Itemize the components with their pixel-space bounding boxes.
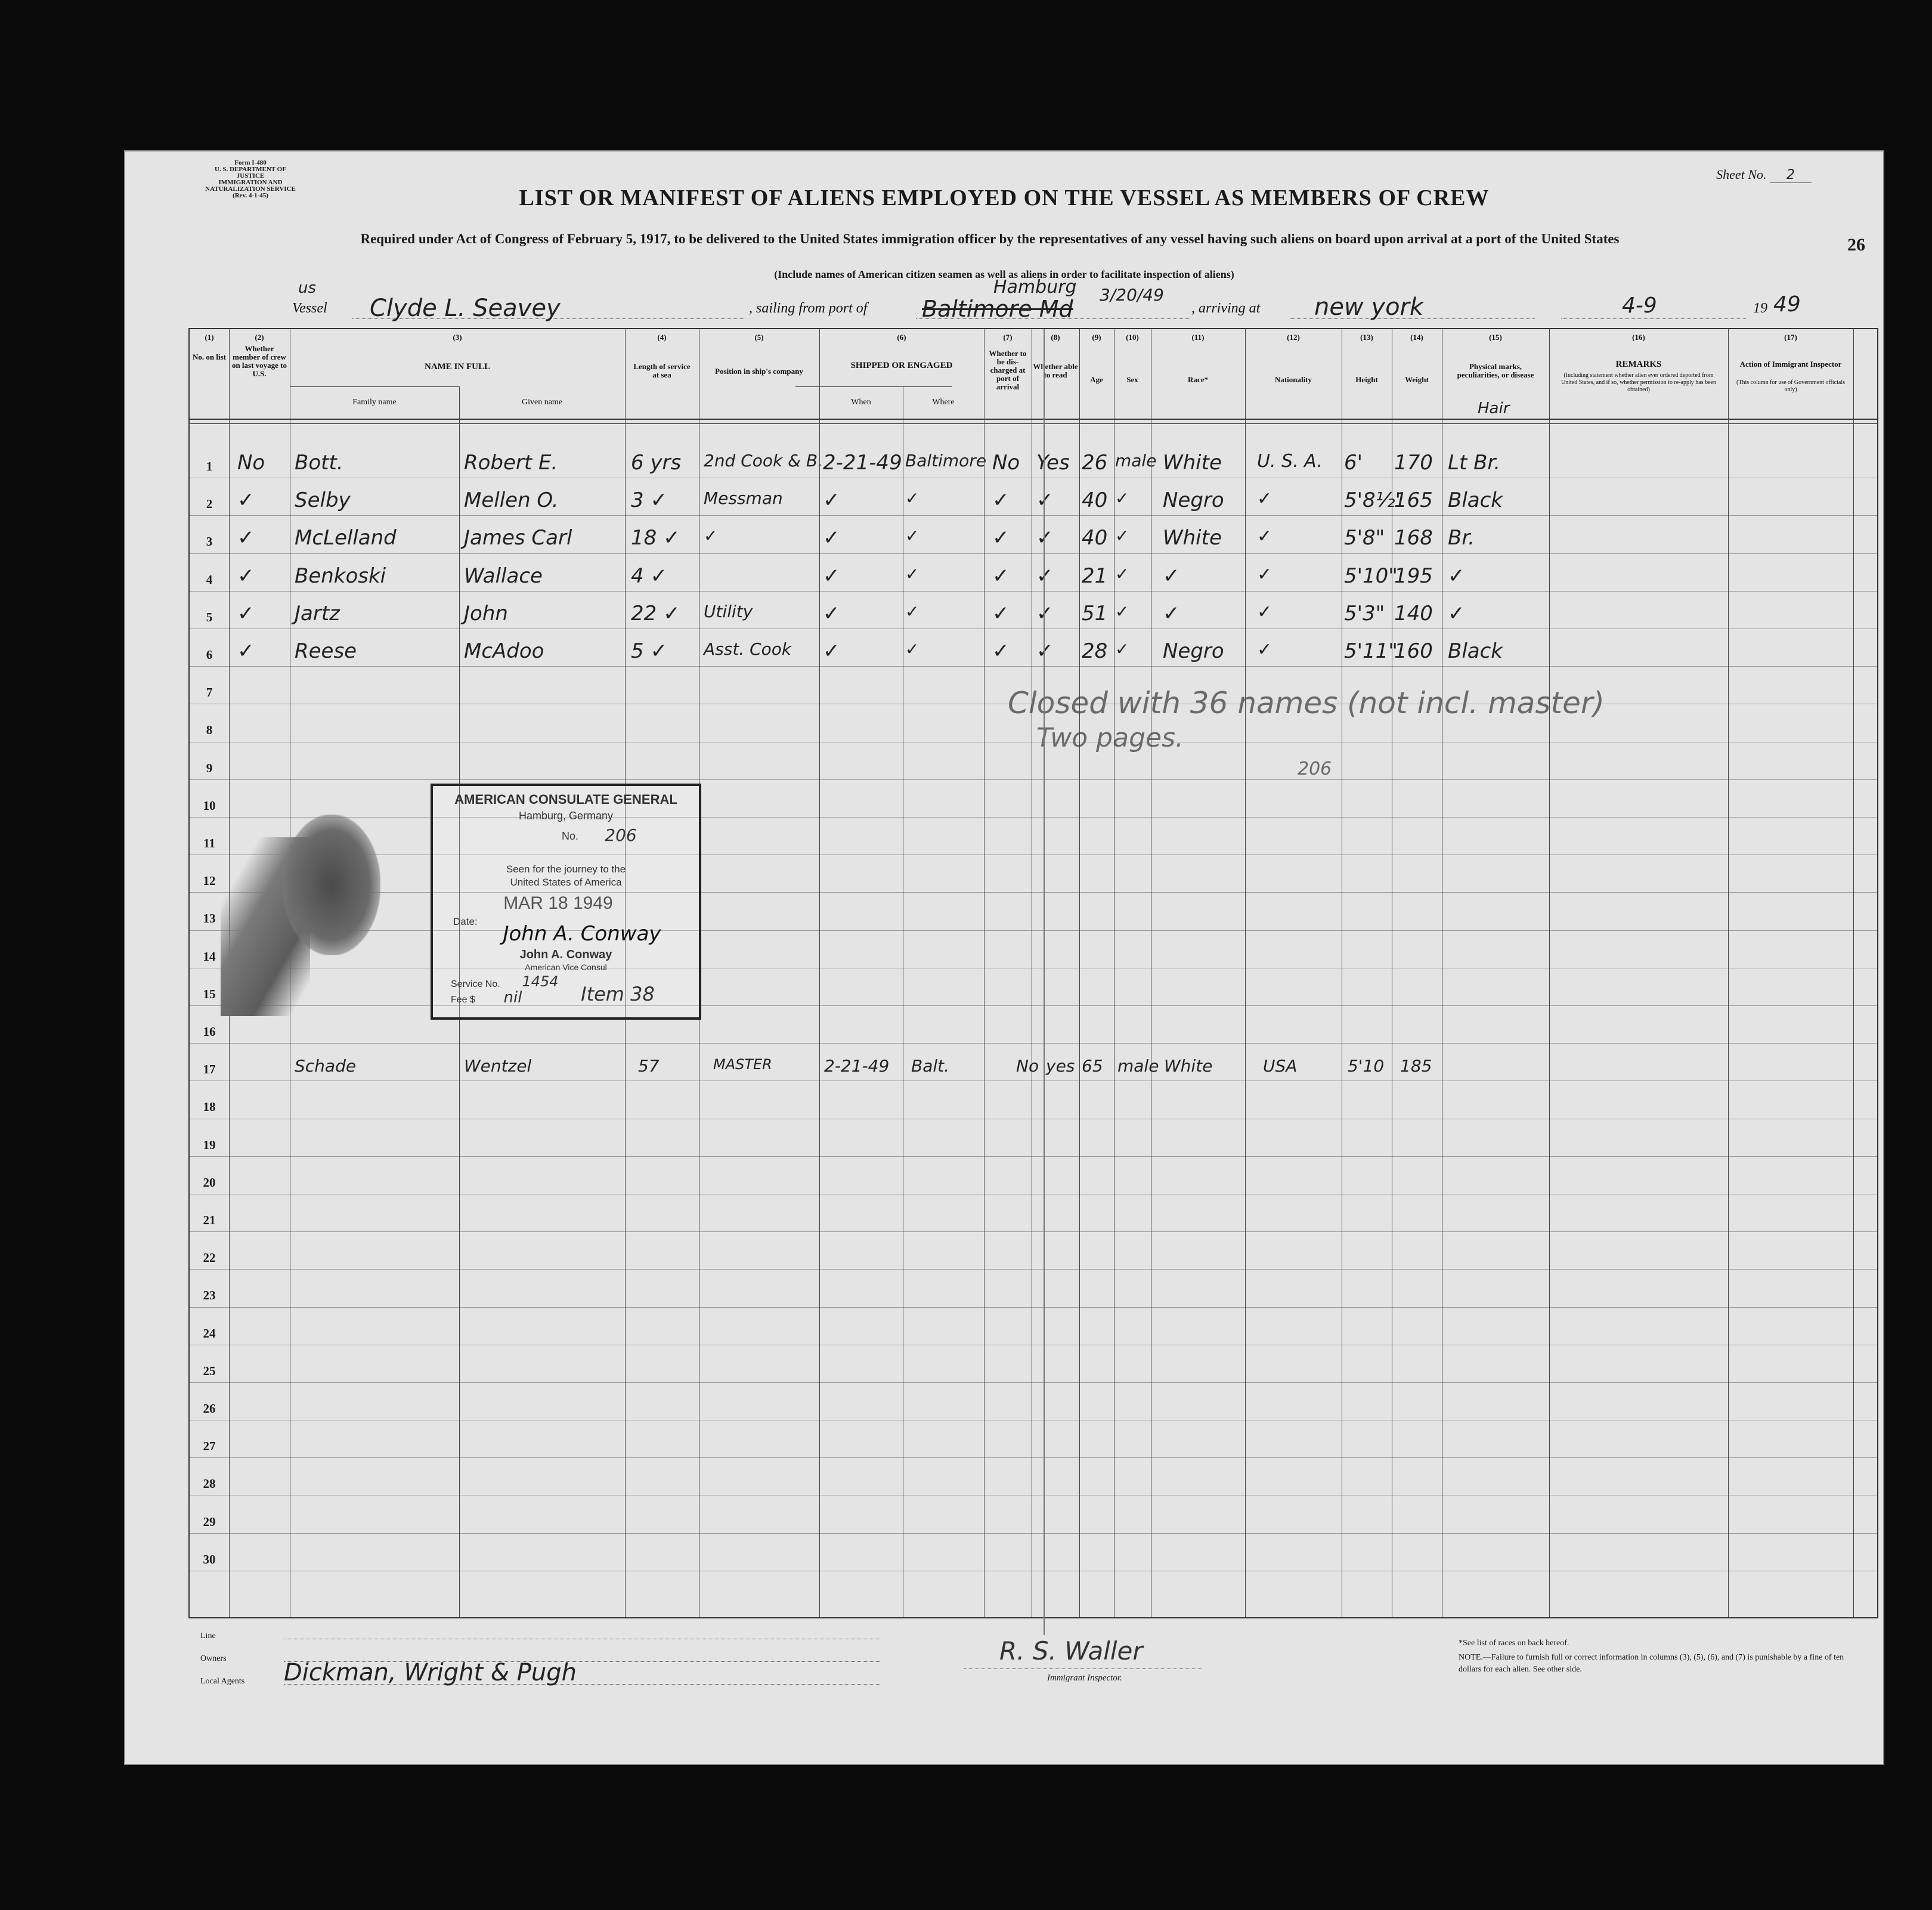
crew-height: 5'8½" xyxy=(1344,488,1405,513)
crew-age: 40 xyxy=(1082,526,1108,550)
row-number: 29 xyxy=(203,1514,216,1529)
col-header-last-voyage: Whether member of crew on last voyage to U.S. xyxy=(231,344,287,378)
stamp-fee-label: Fee $ xyxy=(451,995,475,1005)
row-number: 15 xyxy=(203,986,216,1001)
col-16-number: (16) xyxy=(1632,333,1645,342)
col-header-length-of-service: Length of service at sea xyxy=(633,362,691,379)
col-2-number: (2) xyxy=(255,333,264,342)
crew-race: White xyxy=(1163,451,1222,475)
row-number: 27 xyxy=(203,1439,216,1454)
crew-read: ✓ xyxy=(1036,564,1054,588)
row-number: 25 xyxy=(203,1363,216,1378)
inspector-signature: R. S. Waller xyxy=(999,1636,1143,1666)
crew-read: Yes xyxy=(1036,451,1070,475)
vessel-prefix: us xyxy=(298,279,317,297)
crew-position: 2nd Cook & B. xyxy=(704,451,823,470)
pencil-number: 206 xyxy=(1298,759,1332,779)
crew-sex: ✓ xyxy=(1115,639,1129,659)
master-age: 65 xyxy=(1082,1056,1103,1076)
crew-service: 3 ✓ xyxy=(631,488,667,513)
include-note: (Include names of American citizen seamen as well as aliens in order to facilitate inspection of aliens) xyxy=(774,268,1234,280)
stamp-service-value: 1454 xyxy=(522,973,559,990)
col-header-shipped-or-engaged: SHIPPED OR ENGAGED xyxy=(850,361,953,370)
page-number: 26 xyxy=(1847,235,1865,255)
col-header-hair: Hair xyxy=(1478,400,1510,417)
crew-when: ✓ xyxy=(823,526,840,550)
sheet-number-label: Sheet No. xyxy=(1716,167,1767,182)
col-header-race: Race* xyxy=(1188,375,1208,384)
crew-race: ✓ xyxy=(1163,564,1180,588)
col-header-given-name: Given name xyxy=(521,398,563,407)
crew-age: 51 xyxy=(1082,601,1108,626)
crew-given: Wallace xyxy=(464,564,543,588)
crew-position: Asst. Cook xyxy=(704,639,792,659)
crew-age: 40 xyxy=(1082,488,1108,513)
col-8-number: (8) xyxy=(1051,333,1060,342)
sheet-number-value: 2 xyxy=(1770,168,1812,183)
stamp-date: MAR 18 1949 xyxy=(503,893,613,913)
department-name: U. S. DEPARTMENT OF JUSTICE xyxy=(215,166,286,179)
failure-note: NOTE.—Failure to furnish full or correct information in columns (3), (5), (6), and (7) is punishable by a fine of ten dollars for each alien. See other side. xyxy=(1459,1653,1844,1674)
crew-marks: Black xyxy=(1448,639,1503,663)
col-header-height: Height xyxy=(1355,375,1378,384)
crew-age: 28 xyxy=(1082,639,1108,663)
crew-family: Bott. xyxy=(295,451,343,475)
col-header-inspector-note: (This column for use of Government officials only) xyxy=(1736,379,1845,393)
crew-weight: 195 xyxy=(1394,564,1433,588)
crew-marks: Black xyxy=(1448,488,1503,513)
crew-last-voyage: ✓ xyxy=(237,564,255,588)
closing-note-line-2: Two pages. xyxy=(1036,723,1184,753)
row-number: 24 xyxy=(203,1326,216,1341)
col-header-age: Age xyxy=(1090,375,1103,384)
crew-last-voyage: ✓ xyxy=(237,601,255,626)
crew-height: 5'11" xyxy=(1344,639,1398,663)
manifest-footer xyxy=(188,1618,1876,1762)
crew-when: ✓ xyxy=(823,564,840,588)
col-6-number: (6) xyxy=(897,333,906,342)
service-name: IMMIGRATION AND NATURALIZATION SERVICE xyxy=(205,179,296,193)
crew-nationality: ✓ xyxy=(1257,639,1272,660)
row-number: 11 xyxy=(203,836,215,850)
crew-height: 5'8" xyxy=(1344,526,1385,550)
crew-nationality: ✓ xyxy=(1257,564,1272,585)
crew-weight: 170 xyxy=(1394,451,1433,475)
col-header-weight: Weight xyxy=(1405,375,1429,384)
col-header-no-on-list: No. on list xyxy=(193,352,226,361)
col-9-number: (9) xyxy=(1092,333,1101,342)
row-number: 7 xyxy=(206,685,213,700)
arriving-port: new york xyxy=(1314,293,1424,321)
crew-height: 5'10" xyxy=(1344,564,1398,588)
sailing-date: 3/20/49 xyxy=(1100,285,1164,305)
row-number: 10 xyxy=(203,798,216,813)
crew-read: ✓ xyxy=(1036,639,1054,663)
stamp-signer: John A. Conway xyxy=(519,948,612,961)
crew-read: ✓ xyxy=(1036,488,1054,513)
crew-given: McAdoo xyxy=(464,639,544,663)
closing-note-line-1: Closed with 36 names (not incl. master) xyxy=(1008,686,1605,720)
crew-discharged: ✓ xyxy=(992,601,1010,626)
crew-height: 5'3" xyxy=(1344,601,1385,626)
crew-sex: ✓ xyxy=(1115,601,1129,621)
sailing-port: Hamburg xyxy=(993,277,1077,298)
crew-nationality: ✓ xyxy=(1257,526,1272,547)
crew-discharged: ✓ xyxy=(992,526,1010,550)
stamp-seen-line-1: Seen for the journey to the xyxy=(506,863,626,875)
crew-discharged: ✓ xyxy=(992,639,1010,663)
crew-sex: ✓ xyxy=(1115,564,1129,584)
crew-discharged: No xyxy=(992,451,1020,475)
master-family: Schade xyxy=(295,1056,357,1076)
manifest-sheet xyxy=(124,150,1884,1765)
row-number: 2 xyxy=(206,497,213,512)
stamp-fee-value: nil xyxy=(503,989,522,1007)
crew-race: White xyxy=(1163,526,1222,550)
sailing-port-struck: Baltimore Md xyxy=(922,296,1073,322)
crew-height: 6' xyxy=(1344,451,1363,475)
row-number: 6 xyxy=(206,648,213,662)
row-number: 19 xyxy=(203,1137,216,1152)
col-header-physical-marks: Physical marks, peculiarities, or disease xyxy=(1457,362,1534,379)
line-label: Line xyxy=(200,1632,216,1640)
vessel-label: Vessel xyxy=(292,301,327,316)
crew-discharged: ✓ xyxy=(992,564,1010,588)
vessel-name: Clyde L. Seavey xyxy=(370,295,561,322)
master-sex: male xyxy=(1117,1056,1159,1076)
crew-position: Messman xyxy=(704,488,783,509)
crew-race: Negro xyxy=(1163,639,1224,663)
stamp-date-label: Date: xyxy=(453,916,478,927)
crew-age: 21 xyxy=(1082,564,1108,588)
crew-family: McLelland xyxy=(295,526,397,550)
master-service: 57 xyxy=(638,1056,660,1076)
crew-service: 5 ✓ xyxy=(631,639,667,663)
crew-sex: ✓ xyxy=(1115,526,1129,546)
crew-sex: male xyxy=(1115,451,1157,470)
col-5-number: (5) xyxy=(754,333,764,342)
row-number: 3 xyxy=(206,534,213,549)
master-when: 2-21-49 xyxy=(824,1056,890,1076)
row-number: 30 xyxy=(203,1552,216,1567)
crew-nationality: ✓ xyxy=(1257,488,1272,510)
crew-where: Baltimore xyxy=(905,451,987,470)
col-7-number: (7) xyxy=(1003,333,1013,342)
crew-where: ✓ xyxy=(905,639,919,659)
col-header-nationality: Nationality xyxy=(1274,375,1312,384)
col-12-number: (12) xyxy=(1287,333,1300,342)
crew-nationality: ✓ xyxy=(1257,601,1272,623)
row-number: 4 xyxy=(206,572,213,587)
crew-when: ✓ xyxy=(823,601,840,626)
col-header-when: When xyxy=(851,398,871,407)
row-number: 1 xyxy=(206,459,213,473)
col-header-remarks-note: (Including statement whether alien ever ordered deported from United States, and if so, whether permission to re-apply has been obtained) xyxy=(1561,372,1716,393)
crew-service: 4 ✓ xyxy=(631,564,667,588)
master-race: White xyxy=(1164,1056,1213,1076)
row-number: 16 xyxy=(203,1024,216,1039)
arrival-year-prefix: 19 xyxy=(1753,301,1767,316)
arriving-label: , arriving at xyxy=(1191,301,1261,316)
crew-marks: Br. xyxy=(1448,526,1475,550)
master-weight: 185 xyxy=(1400,1056,1432,1076)
stamp-signer-title: American Vice Consul xyxy=(525,962,607,972)
row-number: 21 xyxy=(203,1213,216,1227)
crew-last-voyage: ✓ xyxy=(237,639,255,663)
crew-service: 6 yrs xyxy=(631,451,682,475)
col-10-number: (10) xyxy=(1126,333,1139,342)
col-header-sex: Sex xyxy=(1126,375,1138,384)
crew-race: ✓ xyxy=(1163,601,1180,626)
row-number: 17 xyxy=(203,1062,216,1077)
crew-family: Benkoski xyxy=(295,564,386,588)
col-header-family-name: Family name xyxy=(352,398,397,407)
col-header-name-in-full: NAME IN FULL xyxy=(424,362,490,372)
crew-family: Jartz xyxy=(295,601,340,626)
master-height: 5'10 xyxy=(1348,1056,1385,1076)
row-number: 9 xyxy=(206,760,213,775)
crew-weight: 168 xyxy=(1394,526,1433,550)
col-header-position: Position in ship's company xyxy=(715,367,803,376)
row-number: 13 xyxy=(203,911,216,926)
stamp-city: Hamburg, Germany xyxy=(518,810,614,822)
stamp-no-value: 206 xyxy=(605,825,637,845)
master-discharged: No xyxy=(1016,1056,1039,1076)
crew-weight: 160 xyxy=(1394,639,1433,663)
embossed-seal xyxy=(283,815,380,955)
crew-where: ✓ xyxy=(905,526,919,546)
crew-last-voyage: ✓ xyxy=(237,488,255,513)
crew-last-voyage: ✓ xyxy=(237,526,255,550)
col-header-discharged: Whether to be dis-charged at port of arrival xyxy=(989,349,1027,391)
requirement-text: Required under Act of Congress of February 5, 1917, to be delivered to the United States immigration officer by the representatives of any vessel having such aliens on board upon arrival at a port of the United States xyxy=(360,231,1620,246)
crew-family: Selby xyxy=(295,488,351,513)
master-position: MASTER xyxy=(713,1056,772,1073)
stamp-service-label: Service No. xyxy=(451,979,500,989)
crew-when: ✓ xyxy=(823,488,840,513)
row-number: 23 xyxy=(203,1288,216,1303)
crew-when: 2-21-49 xyxy=(823,451,902,475)
row-number: 14 xyxy=(203,949,216,964)
owners-label: Owners xyxy=(200,1654,227,1663)
crew-marks: ✓ xyxy=(1448,601,1465,626)
col-header-where: Where xyxy=(932,398,955,407)
stamp-item: Item 38 xyxy=(581,983,655,1005)
crew-given: Mellen O. xyxy=(464,488,559,513)
crew-marks: Lt Br. xyxy=(1448,451,1501,475)
stamp-signature: John A. Conway xyxy=(503,922,661,946)
arrival-date: 4-9 xyxy=(1622,293,1657,318)
pencil-stroke xyxy=(1044,329,1045,1635)
stamp-title: AMERICAN CONSULATE GENERAL xyxy=(454,792,677,807)
row-number: 20 xyxy=(203,1175,216,1190)
stamp-seen-line-2: United States of America xyxy=(510,877,622,888)
races-note: *See list of races on back hereof. xyxy=(1459,1639,1569,1648)
col-3-number: (3) xyxy=(453,333,462,342)
inspector-label: Immigrant Inspector. xyxy=(1047,1673,1122,1683)
row-number: 5 xyxy=(206,609,213,624)
local-agents-label: Local Agents xyxy=(200,1677,245,1686)
crew-given: James Carl xyxy=(464,526,572,550)
consulate-stamp xyxy=(431,784,701,1020)
crew-read: ✓ xyxy=(1036,601,1054,626)
crew-family: Reese xyxy=(295,639,357,663)
col-4-number: (4) xyxy=(657,333,667,342)
row-number: 18 xyxy=(203,1100,216,1115)
crew-race: Negro xyxy=(1163,488,1224,513)
crew-discharged: ✓ xyxy=(992,488,1010,513)
crew-where: ✓ xyxy=(905,488,919,509)
vessel-line xyxy=(125,277,1883,323)
crew-where: ✓ xyxy=(905,564,919,584)
col-header-inspector-action: Action of Immigrant Inspector xyxy=(1739,360,1842,369)
master-given: Wentzel xyxy=(464,1056,532,1076)
crew-service: 22 ✓ xyxy=(631,601,680,626)
crew-age: 26 xyxy=(1082,451,1108,475)
col-header-remarks: REMARKS xyxy=(1615,360,1662,369)
form-number: Form I-480 xyxy=(234,159,267,166)
col-17-number: (17) xyxy=(1784,333,1797,342)
col-13-number: (13) xyxy=(1360,333,1373,342)
master-read: yes xyxy=(1046,1056,1075,1076)
row-number: 28 xyxy=(203,1476,216,1491)
crew-position: Utility xyxy=(704,601,753,621)
crew-sex: ✓ xyxy=(1115,488,1129,509)
crew-given: Robert E. xyxy=(464,451,558,475)
master-where: Balt. xyxy=(911,1056,950,1076)
sheet-number xyxy=(1716,167,1812,183)
stamp-no-label: No. xyxy=(561,830,578,842)
crew-given: John xyxy=(464,601,508,626)
col-11-number: (11) xyxy=(1191,333,1205,342)
crew-weight: 165 xyxy=(1394,488,1433,513)
row-number: 8 xyxy=(206,723,213,738)
col-1-number: (1) xyxy=(205,333,214,342)
crew-where: ✓ xyxy=(905,601,919,621)
col-header-able-to-read: Whether able to read xyxy=(1033,362,1078,379)
crew-read: ✓ xyxy=(1036,526,1054,550)
crew-when: ✓ xyxy=(823,639,840,663)
crew-position: ✓ xyxy=(704,526,718,546)
crew-last-voyage: No xyxy=(237,451,265,475)
page-title: LIST OR MANIFEST OF ALIENS EMPLOYED ON THE VESSEL AS MEMBERS OF CREW xyxy=(519,185,1490,210)
form-revision: (Rev. 4-1-45) xyxy=(233,192,268,199)
sailing-label: , sailing from port of xyxy=(749,301,868,316)
row-number: 12 xyxy=(203,874,216,889)
crew-nationality: U. S. A. xyxy=(1257,451,1323,472)
col-14-number: (14) xyxy=(1410,333,1423,342)
local-agents-value: Dickman, Wright & Pugh xyxy=(284,1659,577,1686)
arrival-year: 49 xyxy=(1773,292,1801,317)
crew-weight: 140 xyxy=(1394,601,1433,626)
crew-marks: ✓ xyxy=(1448,564,1465,588)
row-number: 26 xyxy=(203,1401,216,1416)
row-number: 22 xyxy=(203,1250,216,1265)
master-nationality: USA xyxy=(1263,1056,1298,1076)
crew-service: 18 ✓ xyxy=(631,526,680,550)
col-15-number: (15) xyxy=(1489,333,1502,342)
